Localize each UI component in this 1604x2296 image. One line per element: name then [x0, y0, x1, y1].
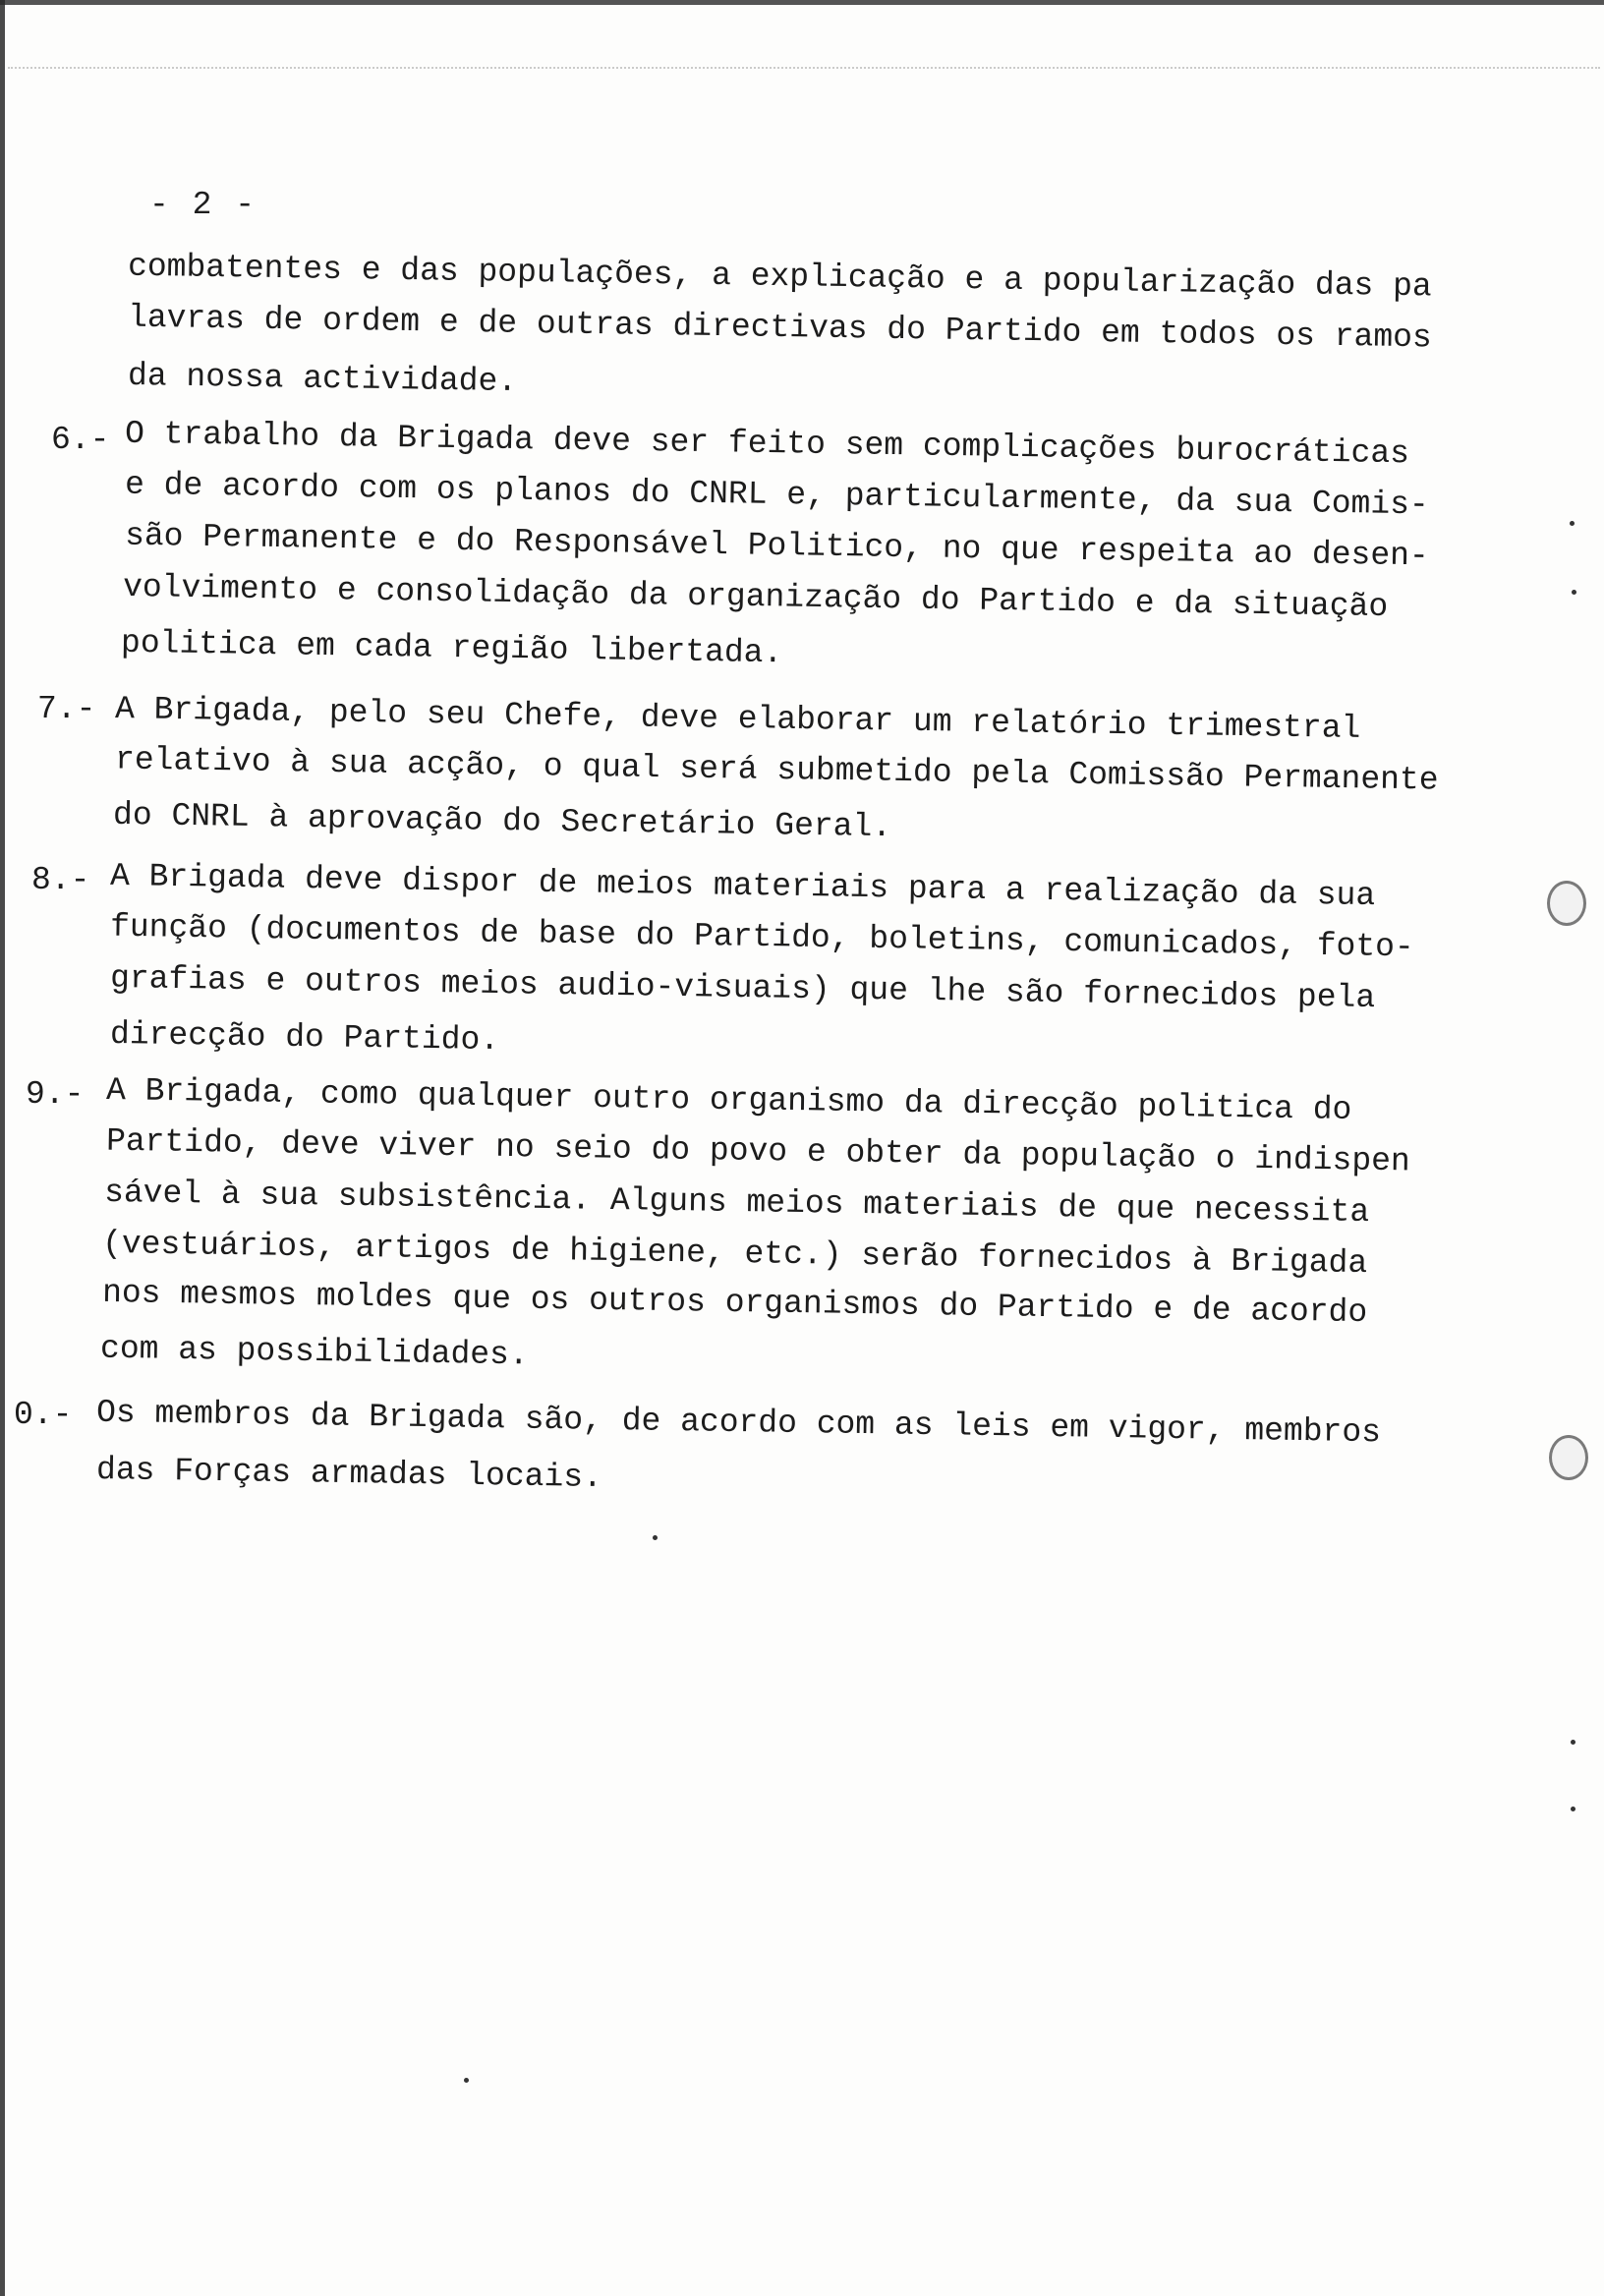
paragraph-line: grafias e outros meios audio-visuais) que lhe são fornecidos pela	[109, 959, 1376, 1017]
paragraph-line: A Brigada, como qualquer outro organismo da direcção politica do	[105, 1072, 1352, 1128]
paragraph-line: das Forças armadas locais.	[95, 1451, 603, 1497]
punch-hole	[1549, 1435, 1588, 1480]
paragraph-line: do CNRL à aprovação do Secretário Geral.	[112, 796, 892, 846]
item-number: 0.-	[14, 1397, 73, 1433]
scan-speck	[1572, 590, 1576, 595]
paragraph-line: lavras de ordem e de outras directivas do Partido em todos os ramos	[127, 299, 1433, 357]
paragraph-line: Os membros da Brigada são, de acordo com as leis em vigor, membros	[95, 1394, 1382, 1452]
paragraph-line: relativo à sua acção, o qual será submetido pela Comissão Permanente	[114, 741, 1439, 799]
paragraph-line: combatentes e das populações, a explicação e a popularização das pa	[127, 248, 1433, 306]
paragraph-line: da nossa actividade.	[127, 357, 518, 401]
paragraph-line: direcção do Partido.	[109, 1015, 500, 1060]
paragraph-line: com as possibilidades.	[99, 1330, 529, 1374]
item-number: 6.-	[51, 422, 110, 458]
paragraph-line: são Permanente e do Responsável Politico, no que respeita ao desen-	[124, 517, 1430, 575]
paragraph-line: função (documentos de base do Partido, boletins, comunicados, foto-	[109, 908, 1415, 966]
punch-hole	[1547, 881, 1586, 926]
paragraph-line: (vestuários, artigos de higiene, etc.) serão fornecidos à Brigada	[101, 1225, 1368, 1283]
paragraph-line: e de acordo com os planos do CNRL e, particularmente, da sua Comis-	[124, 466, 1430, 524]
item-number: 8.-	[31, 862, 90, 898]
page-number: - 2 -	[149, 187, 258, 223]
paragraph-line: A Brigada, pelo seu Chefe, deve elaborar um relatório trimestral	[114, 691, 1361, 747]
item-number: 7.-	[37, 691, 96, 727]
scan-speck	[1571, 1740, 1575, 1745]
scan-speck	[464, 2078, 469, 2083]
item-number: 9.-	[26, 1076, 85, 1113]
paragraph-line: Partido, deve viver no seio do povo e obter da população o indispen	[105, 1122, 1411, 1180]
paragraph-line: A Brigada deve dispor de meios materiais para a realização da sua	[109, 857, 1376, 915]
scan-speck	[653, 1535, 658, 1540]
scan-speck	[1570, 521, 1575, 526]
paragraph-line: politica em cada região libertada.	[120, 624, 783, 672]
paragraph-line: nos mesmos moldes que os outros organismos do Partido e de acordo	[101, 1274, 1368, 1332]
paragraph-line: sável à sua subsistência. Alguns meios materiais de que necessita	[103, 1174, 1370, 1232]
paragraph-line: O trabalho da Brigada deve ser feito sem complicações burocráticas	[124, 415, 1410, 473]
scan-speck	[1571, 1807, 1575, 1811]
paragraph-line: volvimento e consolidação da organização do Partido e da situação	[122, 568, 1389, 626]
